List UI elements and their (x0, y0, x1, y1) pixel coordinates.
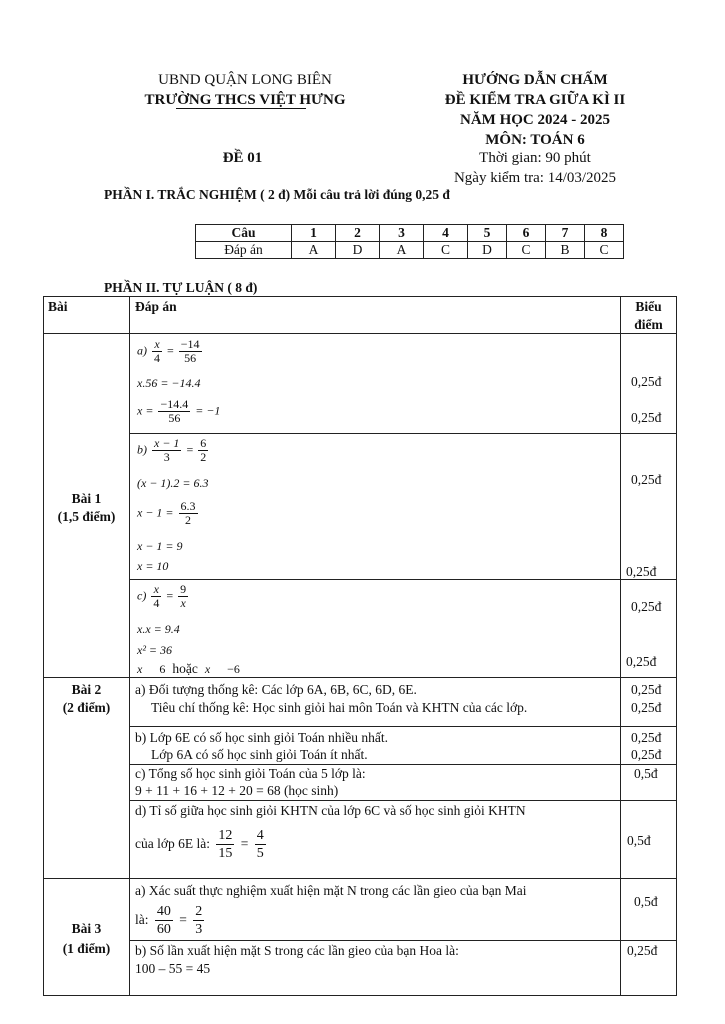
score: 0,25đ (631, 730, 662, 745)
fraction-denominator: 4 (154, 351, 160, 365)
bai2c-line1: c) Tổng số học sinh giỏi Toán của 5 lớp là: (135, 766, 366, 781)
score: 0,5đ (634, 894, 658, 909)
grid-line (43, 995, 677, 996)
fraction-numerator: 4 (256, 828, 264, 844)
fraction-numerator: x (151, 583, 161, 597)
score: 0,5đ (627, 833, 651, 848)
bai1c-prefix: c) (137, 588, 147, 603)
equals-sign: = (179, 912, 187, 927)
fraction-numerator: 40 (156, 904, 171, 920)
grid-line (620, 296, 621, 996)
doc-title: HƯỚNG DẪN CHẤM (462, 72, 608, 88)
grid-line (129, 296, 130, 996)
school-district: UBND QUẬN LONG BIÊN (158, 72, 332, 88)
bai1-points: (1,5 điểm) (57, 509, 116, 524)
bai1b-prefix: b) (137, 442, 147, 457)
equals-sign: = (186, 442, 194, 457)
bai1a-line3-lhs: x = (137, 403, 154, 418)
bai1b-line5: x = 10 (137, 559, 169, 573)
fraction-numerator: 9 (180, 582, 187, 596)
bai2d-line1: d) Tỉ số giữa học sinh giỏi KHTN của lớp 6C và số học sinh giỏi KHTN (135, 803, 526, 818)
fraction-denominator: 56 (184, 351, 197, 365)
answer-letter: A (292, 242, 336, 259)
bai1c-val2: −6 (227, 662, 240, 676)
bai1c-val1: 6 (159, 662, 166, 676)
answer-letter: D (468, 242, 507, 259)
fraction-numerator: x (152, 338, 162, 352)
question-number: 4 (424, 225, 468, 242)
score: 0,25đ (631, 410, 662, 425)
answer-table (195, 224, 624, 259)
question-number: 6 (507, 225, 546, 242)
bai1c-line4 (137, 662, 240, 676)
bai3b-line2: 100 – 55 = 45 (135, 961, 211, 976)
bai2d-line2 (135, 826, 269, 862)
equals-sign: = (166, 588, 174, 603)
answer-letter: C (507, 242, 546, 259)
school-name: TRƯỜNG THCS VIỆT HƯNG (144, 92, 346, 108)
exam-name: ĐỀ KIỂM TRA GIỮA KÌ II (444, 92, 626, 108)
bai2-label: Bài 2 (71, 682, 102, 697)
bai1a-line1 (137, 338, 204, 365)
bai1c-or: hoặc (172, 661, 198, 676)
bai2a-line1: a) Đối tượng thống kê: Các lớp 6A, 6B, 6C, 6D, 6E. (135, 682, 417, 697)
bai1c-line2: x.x = 9.4 (137, 622, 180, 636)
bai1b-line4: x − 1 = 9 (137, 539, 183, 553)
bai3a-line2 (135, 900, 207, 940)
score: 0,25đ (626, 654, 657, 669)
grid-line (129, 726, 677, 727)
answer-letter: C (424, 242, 468, 259)
col-header-dapan: Đáp án (135, 299, 177, 314)
bai1c-var: x (137, 662, 143, 676)
bai1b-line3 (137, 500, 200, 527)
answer-letter: B (546, 242, 585, 259)
bai1b-line2: (x − 1).2 = 6.3 (137, 476, 209, 490)
answer-table-header-cell: Câu (196, 225, 292, 242)
question-number: 3 (380, 225, 424, 242)
equals-sign: = (167, 343, 174, 358)
fraction-denominator: 2 (185, 513, 192, 527)
question-number: 2 (336, 225, 380, 242)
school-underline (176, 108, 306, 109)
exam-code: ĐỀ 01 (222, 150, 263, 166)
bai2b-line1: b) Lớp 6E có số học sinh giỏi Toán nhiều nhất. (135, 730, 389, 745)
fraction-numerator: −14.4 (160, 397, 189, 411)
answer-table-header-row (196, 225, 624, 242)
question-number: 8 (585, 225, 624, 242)
fraction-denominator: 60 (156, 922, 171, 938)
bai1c-line3: x² = 36 (137, 643, 173, 657)
bai3b-line1: b) Số lần xuất hiện mặt S trong các lần gieo của bạn Hoa là: (135, 943, 459, 958)
bai2b-line2: Lớp 6A có số học sinh giỏi Toán ít nhất. (151, 747, 368, 762)
fraction-denominator: 15 (218, 846, 233, 862)
school-year: NĂM HỌC 2024 - 2025 (460, 112, 610, 128)
bai2c-line2: 9 + 11 + 16 + 12 + 20 = 68 (học sinh) (135, 783, 339, 798)
grid-line (129, 940, 677, 941)
grid-line (129, 433, 677, 434)
fraction-numerator: 12 (218, 828, 233, 844)
score: 0,25đ (626, 564, 657, 579)
bai1c-var: x (204, 662, 211, 676)
fraction-denominator: 56 (168, 411, 181, 425)
answer-letter: D (336, 242, 380, 259)
col-header-score-2: điểm (634, 317, 663, 332)
question-number: 5 (468, 225, 507, 242)
question-number: 1 (292, 225, 336, 242)
fraction-denominator: 5 (256, 846, 264, 862)
grid-line (43, 333, 677, 334)
answer-letter: A (380, 242, 424, 259)
answer-table-answer-cell: Đáp án (196, 242, 292, 259)
grid-line (43, 296, 677, 297)
part2-title: PHẦN II. TỰ LUẬN ( 8 đ) (104, 280, 258, 295)
answer-table-answer-row (196, 242, 624, 259)
subject: MÔN: TOÁN 6 (485, 132, 585, 148)
score: 0,5đ (634, 766, 658, 781)
score: 0,25đ (631, 682, 662, 697)
bai1a-line2: x.56 = −14.4 (137, 376, 201, 390)
question-number: 7 (546, 225, 585, 242)
bai3a-line1: a) Xác suất thực nghiệm xuất hiện mặt N trong các lần gieo của bạn Mai (135, 883, 527, 898)
bai1-label: Bài 1 (71, 491, 102, 506)
score: 0,25đ (631, 747, 662, 762)
grid-line (43, 878, 677, 879)
part1-title: PHẦN I. TRẮC NGHIỆM ( 2 đ) Mỗi câu trả lời đúng 0,25 đ (104, 187, 450, 202)
fraction-denominator: x (180, 596, 186, 610)
fraction-numerator: 6 (200, 436, 207, 450)
bai3a-prefix: là: (135, 912, 149, 927)
score: 0,25đ (631, 599, 662, 614)
fraction-numerator: 6.3 (180, 499, 196, 513)
exam-date: Ngày kiểm tra: 14/03/2025 (453, 170, 617, 186)
score: 0,25đ (631, 374, 662, 389)
bai1b-line3-lhs: x − 1 = (137, 505, 174, 520)
bai2-points: (2 điểm) (62, 700, 111, 715)
grid-line (129, 800, 677, 801)
grid-line (43, 677, 677, 678)
bai2a-line2: Tiêu chí thống kê: Học sinh giỏi hai môn Toán và KHTN của các lớp. (151, 700, 528, 715)
fraction-denominator: 4 (153, 596, 160, 610)
col-header-bai: Bài (48, 299, 68, 314)
score: 0,25đ (631, 700, 662, 715)
bai1a-line3 (137, 398, 220, 425)
bai1a-prefix: a) (137, 343, 147, 358)
bai1b-line1 (137, 437, 210, 464)
grid-line (129, 579, 677, 580)
fraction-denominator: 3 (163, 450, 170, 464)
bai1a-line3-rhs: = −1 (195, 403, 221, 418)
fraction-numerator: −14 (180, 337, 200, 351)
score: 0,25đ (627, 943, 658, 958)
duration: Thời gian: 90 phút (479, 150, 591, 166)
bai3-points: (1 điểm) (62, 941, 111, 956)
grid-line (43, 296, 44, 996)
grid-line (676, 296, 677, 996)
fraction-numerator: 2 (195, 904, 203, 920)
score: 0,25đ (631, 472, 662, 487)
bai1c-line1 (137, 583, 190, 610)
fraction-denominator: 2 (200, 450, 207, 464)
equals-sign: = (240, 836, 249, 851)
fraction-numerator: x − 1 (154, 436, 180, 450)
bai2d-prefix: của lớp 6E là: (135, 836, 210, 851)
answer-letter: C (585, 242, 624, 259)
col-header-score: Biểu (635, 299, 662, 314)
bai3-label: Bài 3 (71, 921, 102, 936)
fraction-denominator: 3 (195, 922, 203, 938)
